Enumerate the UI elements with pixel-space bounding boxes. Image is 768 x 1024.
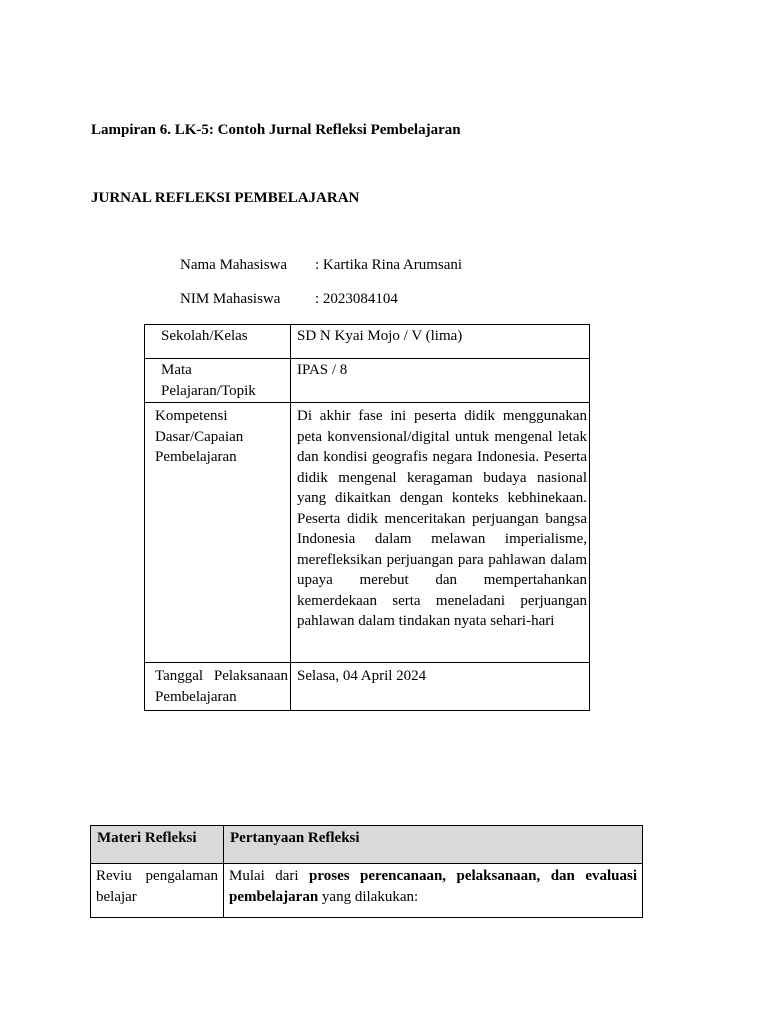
row1-material-line: Reviu pengalaman xyxy=(96,868,218,884)
date-label-line: Pembelajaran xyxy=(155,688,237,705)
journal-title: JURNAL REFLEKSI PEMBELAJARAN xyxy=(91,190,360,206)
school-label: Sekolah/Kelas xyxy=(145,325,291,359)
table-row xyxy=(145,325,590,359)
table-header-row xyxy=(91,826,643,864)
reflection-table xyxy=(90,825,643,918)
lesson-info-table xyxy=(144,324,590,711)
table-row xyxy=(91,864,643,918)
row1-material xyxy=(91,864,224,918)
row1-material-line: belajar xyxy=(96,888,137,905)
row1-q-bold: proses perencanaan, pelaksanaan, dan evaluasi pembelajaran xyxy=(229,868,637,905)
table-row xyxy=(145,359,590,403)
competency-label-line: Pembelajaran xyxy=(155,449,237,465)
competency-label xyxy=(145,403,291,663)
subject-value: IPAS / 8 xyxy=(291,359,590,403)
date-value: Selasa, 04 April 2024 xyxy=(291,663,590,711)
school-value: SD N Kyai Mojo / V (lima) xyxy=(291,325,590,359)
competency-label-line: Kompetensi xyxy=(155,408,228,424)
student-nim-value: : 2023084104 xyxy=(315,291,398,307)
row1-question xyxy=(224,864,643,918)
date-label-line: Tanggal Pelaksanaan xyxy=(155,668,288,684)
student-nim-label: NIM Mahasiswa xyxy=(180,291,281,307)
table-row xyxy=(145,403,590,663)
student-name-label: Nama Mahasiswa xyxy=(180,257,288,273)
subject-label: Mata Pelajaran/Topik xyxy=(145,359,291,403)
competency-label-line: Dasar/Capaian xyxy=(155,428,244,445)
row1-q-prefix: Mulai dari xyxy=(229,868,299,884)
student-name-value: : Kartika Rina Arumsani xyxy=(315,257,463,273)
student-nim-row xyxy=(180,291,398,308)
row1-q-suffix: yang dilakukan: xyxy=(321,888,419,905)
date-label xyxy=(145,663,291,711)
appendix-title: Lampiran 6. LK-5: Contoh Jurnal Refleksi Pembelajaran xyxy=(91,122,461,138)
header-material: Materi Refleksi xyxy=(91,826,224,864)
header-question: Pertanyaan Refleksi xyxy=(224,826,643,864)
table-row xyxy=(145,663,590,711)
student-name-row xyxy=(180,257,462,274)
competency-value: Di akhir fase ini peserta didik menggunakan peta konvensional/digital untuk mengenal letak dan kondisi geografis negara Indonesia. Peserta didik mengenal keragaman budaya nasional yang dikaitkan dengan konteks kebhinekaan. Peserta didik menceritakan perjuangan bangsa Indonesia dalam melawan imperialisme, merefleksikan perjuangan para pahlawan dalam upaya merebut dan mempertahankan kemerdekaan serta meneladani perjuangan pahlawan dalam tindakan nyata sehari-hari xyxy=(291,403,590,663)
